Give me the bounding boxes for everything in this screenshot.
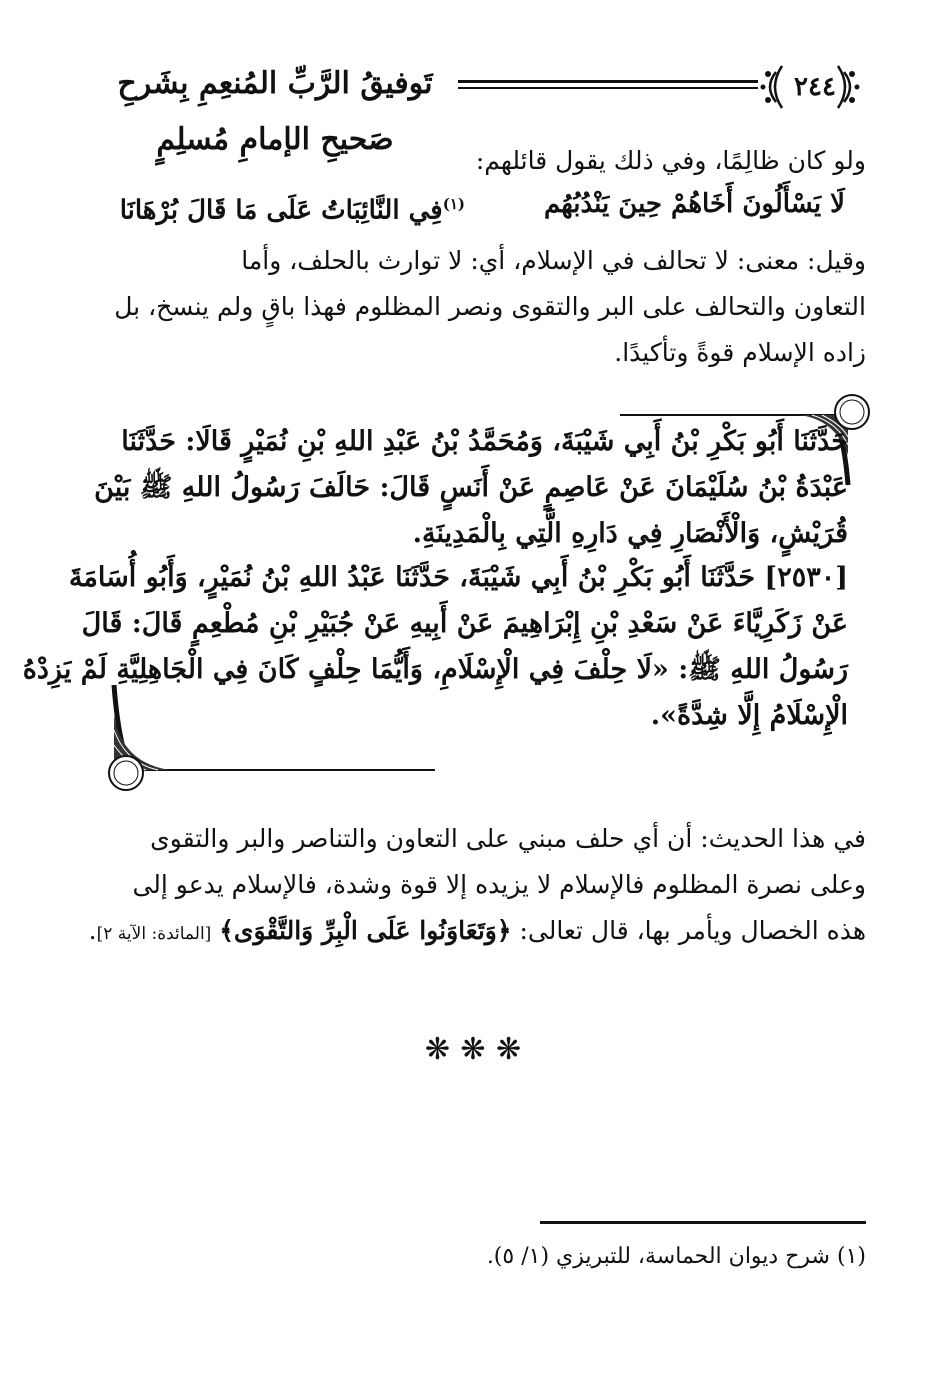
poem-hemistich-left: $^{(١)}$فِي النَّائِبَاتُ عَلَى مَا قَالَ بُرْهَانَا: [119, 195, 465, 226]
commentary-line: [90, 910, 866, 955]
commentary-text: هذه الخصال ويأمر بها، قال تعالى:: [519, 916, 866, 945]
footnote-rule: [540, 1221, 866, 1224]
commentary-line: التعاون والتحالف على البر والتقوى ونصر المظلوم فهذا باقٍ ولم ينسخ، بل: [114, 292, 866, 321]
section-separator: ❋ ❋ ❋: [424, 1032, 522, 1067]
hadith-line: رَسُولُ اللهِ ﷺ: «لَا حِلْفَ فِي الْإِسْلَامِ، وَأَيُّمَا حِلْفٍ كَانَ فِي الْجَاهِلِيَّةِ لَمْ يَزِدْهُ: [22, 654, 848, 685]
intro-line: ولو كان ظالِمًا، وفي ذلك يقول قائلهم:: [475, 146, 866, 175]
footnote-text: (١) شرح ديوان الحماسة، للتبريزي (١/ ٥).: [486, 1244, 866, 1269]
hadith-line: حَدَّثَنَا أَبُو بَكْرِ بْنُ أَبِي شَيْبَةَ، وَمُحَمَّدُ بْنُ عَبْدِ اللهِ بْنِ نُمَيْرٍ قَالَا: حَدَّثَنَا: [121, 426, 848, 457]
hadith-line: [٢٥٣٠] حَدَّثَنَا أَبُو بَكْرِ بْنُ أَبِي شَيْبَةَ، حَدَّثَنَا عَبْدُ اللهِ بْنُ نُمَيْرٍ، وَأَبُو أُسَامَةَ: [68, 562, 848, 593]
commentary-line: في هذا الحديث: أن أي حلف مبني على التعاون والتناصر والبر والتقوى: [150, 824, 866, 853]
poem-hemistich-right: لَا يَسْأَلُونَ أَخَاهُمْ حِينَ يَنْدُبُهُم: [543, 189, 845, 219]
commentary-line: وعلى نصرة المظلوم فالإسلام لا يزيده إلا قوة وشدة، فالإسلام يدعو إلى: [132, 870, 866, 899]
quran-verse: ﴿وَتَعَاوَنُوا عَلَى الْبِرِّ وَالتَّقْوَى﴾: [219, 916, 512, 945]
verse-reference: [المائدة: الآية ٢]: [96, 924, 212, 944]
hadith-line: عَنْ زَكَرِيَّاءَ عَنْ سَعْدِ بْنِ إِبْرَاهِيمَ عَنْ أَبِيهِ عَنْ جُبَيْرِ بْنِ مُطْعِمٍ قَالَ: قَالَ: [81, 608, 848, 639]
hadith-line: عَبْدَةُ بْنُ سُلَيْمَانَ عَنْ عَاصِمٍ عَنْ أَنَسٍ قَالَ: حَالَفَ رَسُولُ اللهِ ﷺ بَيْنَ: [94, 472, 848, 503]
commentary-line: وقيل: معنى: لا تحالف في الإسلام، أي: لا توارث بالحلف، وأما: [241, 246, 866, 275]
header-rule: [458, 80, 758, 89]
page-number: ٢٤٤: [794, 72, 836, 102]
hadith-line: الْإِسْلَامُ إِلَّا شِدَّةً».: [650, 700, 848, 731]
hadith-line: قُرَيْشٍ، وَالْأَنْصَارِ فِي دَارِهِ الَّتِي بِالْمَدِينَةِ.: [412, 518, 848, 549]
commentary-line: زاده الإسلام قوةً وتأكيدًا.: [614, 338, 866, 367]
book-title: تَوفيقُ الرَّبِّ المُنعِمِ بِشَرحِ صَحيحِ الإمامِ مُسلِمٍ: [117, 66, 433, 157]
poem-footnote-ref: (١): [442, 195, 465, 213]
commentary-end: .: [88, 916, 97, 945]
